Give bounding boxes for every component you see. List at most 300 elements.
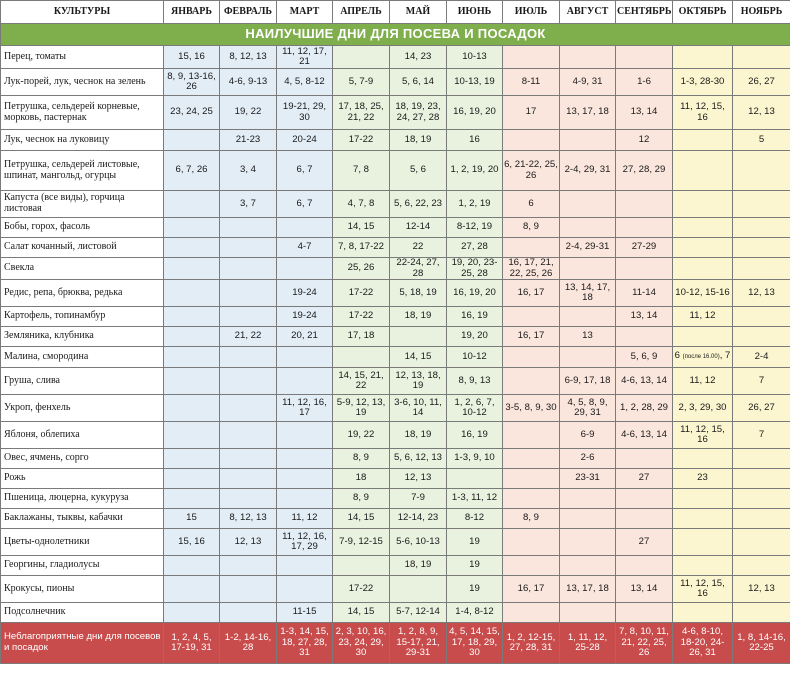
crop-name: Земляника, клубника (1, 327, 164, 347)
day-cell: 22 (390, 238, 447, 258)
day-cell (733, 449, 790, 469)
day-cell: 18, 19 (390, 422, 447, 449)
day-cell: 18 (333, 469, 390, 489)
day-cell (560, 529, 616, 556)
day-cell (733, 603, 790, 623)
day-cell: 13, 14, 17, 18 (560, 280, 616, 307)
day-cell: 1-3, 28-30 (673, 69, 733, 96)
day-value: , 7 (719, 350, 731, 362)
unfavorable-day-cell: 1, 2, 4, 5, 17-19, 31 (164, 623, 220, 664)
day-cell (560, 130, 616, 151)
day-cell (164, 395, 220, 422)
day-cell (220, 556, 277, 576)
day-cell: 5 (733, 130, 790, 151)
day-cell (616, 258, 673, 280)
day-cell: 14, 23 (390, 46, 447, 69)
day-cell: 17-22 (333, 576, 390, 603)
day-cell: 8-12, 19 (447, 218, 503, 238)
unfavorable-day-cell: 4-6, 8-10, 18-20, 24- 26, 31 (673, 623, 733, 664)
table-row (1, 603, 790, 623)
day-cell: 27 (616, 469, 673, 489)
day-cell (673, 130, 733, 151)
day-cell: 17-22 (333, 280, 390, 307)
day-cell: 4-9, 31 (560, 69, 616, 96)
unfavorable-day-cell: 1, 2, 12-15, 27, 28, 31 (503, 623, 560, 664)
day-cell (220, 347, 277, 368)
day-cell (560, 46, 616, 69)
day-cell: 6, 7, 26 (164, 151, 220, 191)
unfavorable-day-cell: 7, 8, 10, 11, 21, 22, 25, 26 (616, 623, 673, 664)
day-cell (277, 469, 333, 489)
day-cell (220, 603, 277, 623)
table-row (1, 576, 790, 603)
day-cell: 10-13 (447, 46, 503, 69)
day-cell: 6, 7 (277, 151, 333, 191)
day-cell: 10-12 (447, 347, 503, 368)
day-cell (673, 218, 733, 238)
day-cell: 13, 14 (616, 576, 673, 603)
day-cell: 8, 9 (333, 449, 390, 469)
day-cell: 12, 13 (220, 529, 277, 556)
table-row (1, 422, 790, 449)
day-cell (164, 469, 220, 489)
day-cell (673, 529, 733, 556)
day-cell (673, 347, 733, 368)
day-cell: 19, 20, 23-25, 28 (447, 258, 503, 280)
day-cell (503, 603, 560, 623)
day-cell: 19, 22 (333, 422, 390, 449)
day-cell: 8, 9, 13 (447, 368, 503, 395)
day-cell (616, 489, 673, 509)
table-row (1, 218, 790, 238)
day-cell (560, 191, 616, 218)
day-cell (333, 347, 390, 368)
day-cell (503, 449, 560, 469)
day-cell: 6 (503, 191, 560, 218)
day-cell: 11, 12, 15, 16 (673, 422, 733, 449)
day-cell (733, 191, 790, 218)
day-cell: 13, 14 (616, 307, 673, 327)
day-cell: 18, 19, 23, 24, 27, 28 (390, 96, 447, 130)
crop-name: Цветы-однолетники (1, 529, 164, 556)
day-cell: 7 (733, 422, 790, 449)
day-cell (333, 556, 390, 576)
crops-header: КУЛЬТУРЫ (1, 1, 164, 24)
day-cell: 27-29 (616, 238, 673, 258)
day-cell: 8, 9 (333, 489, 390, 509)
unfavorable-day-cell: 1-3, 14, 15, 18, 27, 28, 31 (277, 623, 333, 664)
day-cell (164, 307, 220, 327)
day-cell: 8, 9, 13-16, 26 (164, 69, 220, 96)
day-cell (503, 556, 560, 576)
table-row (1, 489, 790, 509)
day-cell: 12, 13 (390, 469, 447, 489)
day-cell: 7 (733, 368, 790, 395)
day-cell (164, 280, 220, 307)
day-cell (733, 46, 790, 69)
day-cell: 1-3, 9, 10 (447, 449, 503, 469)
day-cell: 4-6, 9-13 (220, 69, 277, 96)
crop-name: Овес, ячмень, сорго (1, 449, 164, 469)
day-cell: 21-23 (220, 130, 277, 151)
day-cell: 11, 12 (673, 307, 733, 327)
table-row (1, 151, 790, 191)
month-header: НОЯБРЬ (733, 1, 790, 24)
crop-name: Перец, томаты (1, 46, 164, 69)
day-cell: 4, 7, 8 (333, 191, 390, 218)
day-cell (733, 327, 790, 347)
day-cell (673, 151, 733, 191)
table-row (1, 529, 790, 556)
table-row (1, 395, 790, 422)
day-cell: 5, 6, 22, 23 (390, 191, 447, 218)
table-row (1, 258, 790, 280)
day-cell: 23 (673, 469, 733, 489)
day-cell: 3-6, 10, 11, 14 (390, 395, 447, 422)
day-cell: 5, 6, 12, 13 (390, 449, 447, 469)
day-cell: 26, 27 (733, 69, 790, 96)
day-cell: 8, 9 (503, 509, 560, 529)
day-cell: 12, 13, 18, 19 (390, 368, 447, 395)
day-cell: 5-6, 10-13 (390, 529, 447, 556)
day-cell (673, 603, 733, 623)
month-header: ФЕВРАЛЬ (220, 1, 277, 24)
day-cell: 15, 16 (164, 46, 220, 69)
day-cell: 12, 13 (733, 576, 790, 603)
day-cell (673, 258, 733, 280)
day-cell: 4, 5, 8-12 (277, 69, 333, 96)
day-cell: 2, 3, 29, 30 (673, 395, 733, 422)
day-cell: 14, 15 (333, 509, 390, 529)
day-cell: 23-31 (560, 469, 616, 489)
day-cell: 11, 12 (277, 509, 333, 529)
day-cell (616, 327, 673, 347)
day-cell: 6, 7 (277, 191, 333, 218)
day-cell: 20-24 (277, 130, 333, 151)
day-cell: 8-12 (447, 509, 503, 529)
day-cell (390, 576, 447, 603)
day-cell: 2-4, 29, 31 (560, 151, 616, 191)
day-cell: 1, 2, 28, 29 (616, 395, 673, 422)
crop-name: Редис, репа, брюква, редька (1, 280, 164, 307)
unfavorable-day-cell: 4, 5, 14, 15, 17, 18, 29, 30 (447, 623, 503, 664)
day-cell (733, 307, 790, 327)
day-cell (503, 469, 560, 489)
day-cell: 11, 12, 16, 17 (277, 395, 333, 422)
month-header: АВГУСТ (560, 1, 616, 24)
day-cell: 16, 19 (447, 422, 503, 449)
crop-name: Свекла (1, 258, 164, 280)
banner-row (1, 24, 790, 46)
day-cell: 8-11 (503, 69, 560, 96)
crop-name: Груша, слива (1, 368, 164, 395)
day-cell (220, 395, 277, 422)
day-cell (277, 368, 333, 395)
day-cell: 23, 24, 25 (164, 96, 220, 130)
day-cell (733, 469, 790, 489)
day-cell: 11, 12 (673, 368, 733, 395)
day-cell (503, 238, 560, 258)
crop-name: Петрушка, сельдерей корневые, морковь, пастернак (1, 96, 164, 130)
day-cell: 12, 13 (733, 96, 790, 130)
day-cell: 11, 12, 17, 21 (277, 46, 333, 69)
day-cell: 22-24, 27, 28 (390, 258, 447, 280)
day-cell (220, 307, 277, 327)
day-cell: 7-9, 12-15 (333, 529, 390, 556)
month-header: ОКТЯБРЬ (673, 1, 733, 24)
unfavorable-day-cell: 2, 3, 10, 16, 23, 24, 29, 30 (333, 623, 390, 664)
day-cell (503, 529, 560, 556)
day-cell: 27, 28, 29 (616, 151, 673, 191)
day-cell (560, 258, 616, 280)
day-cell (673, 46, 733, 69)
day-cell (164, 327, 220, 347)
day-cell (220, 422, 277, 449)
day-cell: 18, 19 (390, 130, 447, 151)
day-cell: 11, 12, 16, 17, 29 (277, 529, 333, 556)
day-cell: 14, 15 (390, 347, 447, 368)
best-days-banner: НАИЛУЧШИЕ ДНИ ДЛЯ ПОСЕВА И ПОСАДОК (1, 24, 790, 46)
day-cell (164, 191, 220, 218)
day-cell (220, 218, 277, 238)
day-cell (164, 347, 220, 368)
day-cell (220, 258, 277, 280)
day-cell: 19-24 (277, 307, 333, 327)
crop-name: Подсолнечник (1, 603, 164, 623)
day-cell: 19, 20 (447, 327, 503, 347)
day-cell: 4-6, 13, 14 (616, 422, 673, 449)
day-cell: 12-14, 23 (390, 509, 447, 529)
day-cell (733, 529, 790, 556)
day-cell (673, 327, 733, 347)
day-cell (503, 347, 560, 368)
day-cell: 12-14 (390, 218, 447, 238)
day-cell (220, 280, 277, 307)
day-cell (164, 258, 220, 280)
crop-name: Пшеница, люцерна, кукуруза (1, 489, 164, 509)
day-cell: 20, 21 (277, 327, 333, 347)
crop-name: Лук, чеснок на луковицу (1, 130, 164, 151)
day-cell: 18, 19 (390, 307, 447, 327)
month-header: ИЮЛЬ (503, 1, 560, 24)
day-cell: 19, 22 (220, 96, 277, 130)
crop-name: Лук-порей, лук, чеснок на зелень (1, 69, 164, 96)
day-cell: 1-6 (616, 69, 673, 96)
day-cell: 16, 17 (503, 327, 560, 347)
day-cell (277, 422, 333, 449)
day-cell: 1-4, 8-12 (447, 603, 503, 623)
unfavorable-day-cell: 1-2, 14-16, 28 (220, 623, 277, 664)
day-cell: 16, 19, 20 (447, 280, 503, 307)
day-cell (616, 556, 673, 576)
day-cell (560, 307, 616, 327)
day-cell (673, 449, 733, 469)
crop-name: Рожь (1, 469, 164, 489)
crop-name: Крокусы, пионы (1, 576, 164, 603)
day-cell (733, 151, 790, 191)
day-cell (333, 46, 390, 69)
crop-name: Капуста (все виды), горчица листовая (1, 191, 164, 218)
crop-name: Яблоня, облепиха (1, 422, 164, 449)
day-cell (503, 368, 560, 395)
month-header: МАЙ (390, 1, 447, 24)
day-cell: 15, 16 (164, 529, 220, 556)
day-cell: 5-9, 12, 13, 19 (333, 395, 390, 422)
day-cell: 16, 17, 21, 22, 25, 26 (503, 258, 560, 280)
unfavorable-day-cell: 1, 11, 12, 25-28 (560, 623, 616, 664)
day-cell (220, 576, 277, 603)
day-cell: 26, 27 (733, 395, 790, 422)
day-cell (447, 469, 503, 489)
day-cell: 4-6, 13, 14 (616, 368, 673, 395)
day-cell: 16 (447, 130, 503, 151)
day-cell (560, 489, 616, 509)
day-cell (560, 603, 616, 623)
day-cell (503, 489, 560, 509)
day-cell (616, 46, 673, 69)
day-cell (503, 130, 560, 151)
day-cell (277, 218, 333, 238)
table-row (1, 509, 790, 529)
day-cell (503, 46, 560, 69)
day-cell: 19-21, 29, 30 (277, 96, 333, 130)
day-cell: 17-22 (333, 130, 390, 151)
month-header: СЕНТЯБРЬ (616, 1, 673, 24)
day-cell (673, 238, 733, 258)
day-cell: 5-7, 12-14 (390, 603, 447, 623)
day-cell (164, 603, 220, 623)
day-cell (616, 191, 673, 218)
day-cell: 7, 8 (333, 151, 390, 191)
crop-name: Картофель, топинамбур (1, 307, 164, 327)
day-cell (164, 218, 220, 238)
day-cell: 6, 21-22, 25, 26 (503, 151, 560, 191)
day-cell: 3, 4 (220, 151, 277, 191)
day-cell: 10-12, 15-16 (673, 280, 733, 307)
day-cell: 19 (447, 556, 503, 576)
day-cell (616, 218, 673, 238)
day-cell (220, 238, 277, 258)
day-cell: 1, 2, 19 (447, 191, 503, 218)
day-cell: 2-4, 29-31 (560, 238, 616, 258)
day-cell (164, 130, 220, 151)
day-cell: 8, 9 (503, 218, 560, 238)
day-cell: 14, 15 (333, 218, 390, 238)
table-row (1, 469, 790, 489)
day-cell (220, 449, 277, 469)
day-cell: 13, 17, 18 (560, 576, 616, 603)
day-cell: 21, 22 (220, 327, 277, 347)
day-cell (733, 509, 790, 529)
crop-name: Петрушка, сельдерей листовые, шпинат, мангольд, огурцы (1, 151, 164, 191)
day-cell (733, 556, 790, 576)
day-cell: 2-6 (560, 449, 616, 469)
day-cell (733, 218, 790, 238)
day-cell: 4, 5, 8, 9, 29, 31 (560, 395, 616, 422)
day-cell (164, 422, 220, 449)
month-header: ЯНВАРЬ (164, 1, 220, 24)
day-cell: 11-15 (277, 603, 333, 623)
day-cell: 27 (616, 529, 673, 556)
crop-name: Баклажаны, тыквы, кабачки (1, 509, 164, 529)
day-cell: 3-5, 8, 9, 30 (503, 395, 560, 422)
day-cell: 17 (503, 96, 560, 130)
day-cell: 10-13, 19 (447, 69, 503, 96)
day-cell: 16, 17 (503, 576, 560, 603)
day-cell: 14, 15, 21, 22 (333, 368, 390, 395)
day-cell (503, 307, 560, 327)
day-cell: 17, 18 (333, 327, 390, 347)
table-row (1, 327, 790, 347)
table-row (1, 69, 790, 96)
day-cell (673, 556, 733, 576)
day-cell: 14, 15 (333, 603, 390, 623)
day-cell: 5, 6, 14 (390, 69, 447, 96)
crop-name: Салат кочанный, листовой (1, 238, 164, 258)
day-cell (733, 258, 790, 280)
day-cell: 27, 28 (447, 238, 503, 258)
month-header: АПРЕЛЬ (333, 1, 390, 24)
day-cell: 15 (164, 509, 220, 529)
day-cell: 12, 13 (733, 280, 790, 307)
crop-name: Бобы, горох, фасоль (1, 218, 164, 238)
day-cell: 11, 12, 15, 16 (673, 576, 733, 603)
day-cell: 1-3, 11, 12 (447, 489, 503, 509)
crop-name: Георгины, гладиолусы (1, 556, 164, 576)
day-cell: 5, 7-9 (333, 69, 390, 96)
day-cell: 16, 19 (447, 307, 503, 327)
day-cell (733, 238, 790, 258)
day-cell (277, 347, 333, 368)
table-row (1, 46, 790, 69)
day-cell: 19 (447, 529, 503, 556)
day-value: 6 (674, 350, 680, 362)
day-cell: 16, 17 (503, 280, 560, 307)
day-cell: 2-4 (733, 347, 790, 368)
day-cell: 13 (560, 327, 616, 347)
day-cell (560, 347, 616, 368)
day-cell: 5, 6, 9 (616, 347, 673, 368)
day-cell: 12 (616, 130, 673, 151)
day-cell (560, 556, 616, 576)
day-cell (390, 327, 447, 347)
day-cell: 4-7 (277, 238, 333, 258)
day-cell (164, 449, 220, 469)
day-cell: 11-14 (616, 280, 673, 307)
header-row (1, 1, 790, 24)
table-row (1, 96, 790, 130)
crop-name: Укроп, фенхель (1, 395, 164, 422)
day-cell (164, 238, 220, 258)
day-cell (277, 489, 333, 509)
unfavorable-day-cell: 1, 8, 14-16, 22-25 (733, 623, 790, 664)
day-cell: 18, 19 (390, 556, 447, 576)
day-cell (164, 556, 220, 576)
day-cell (164, 368, 220, 395)
table-row (1, 449, 790, 469)
day-cell (277, 449, 333, 469)
day-cell (733, 489, 790, 509)
day-cell (277, 258, 333, 280)
unfavorable-day-cell: 1, 2, 8, 9, 15-17, 21, 29-31 (390, 623, 447, 664)
month-header: МАРТ (277, 1, 333, 24)
crop-name: Малина, смородина (1, 347, 164, 368)
day-cell: 8, 12, 13 (220, 509, 277, 529)
day-cell (616, 509, 673, 529)
day-cell (560, 509, 616, 529)
day-cell (220, 368, 277, 395)
day-cell: 6-9, 17, 18 (560, 368, 616, 395)
